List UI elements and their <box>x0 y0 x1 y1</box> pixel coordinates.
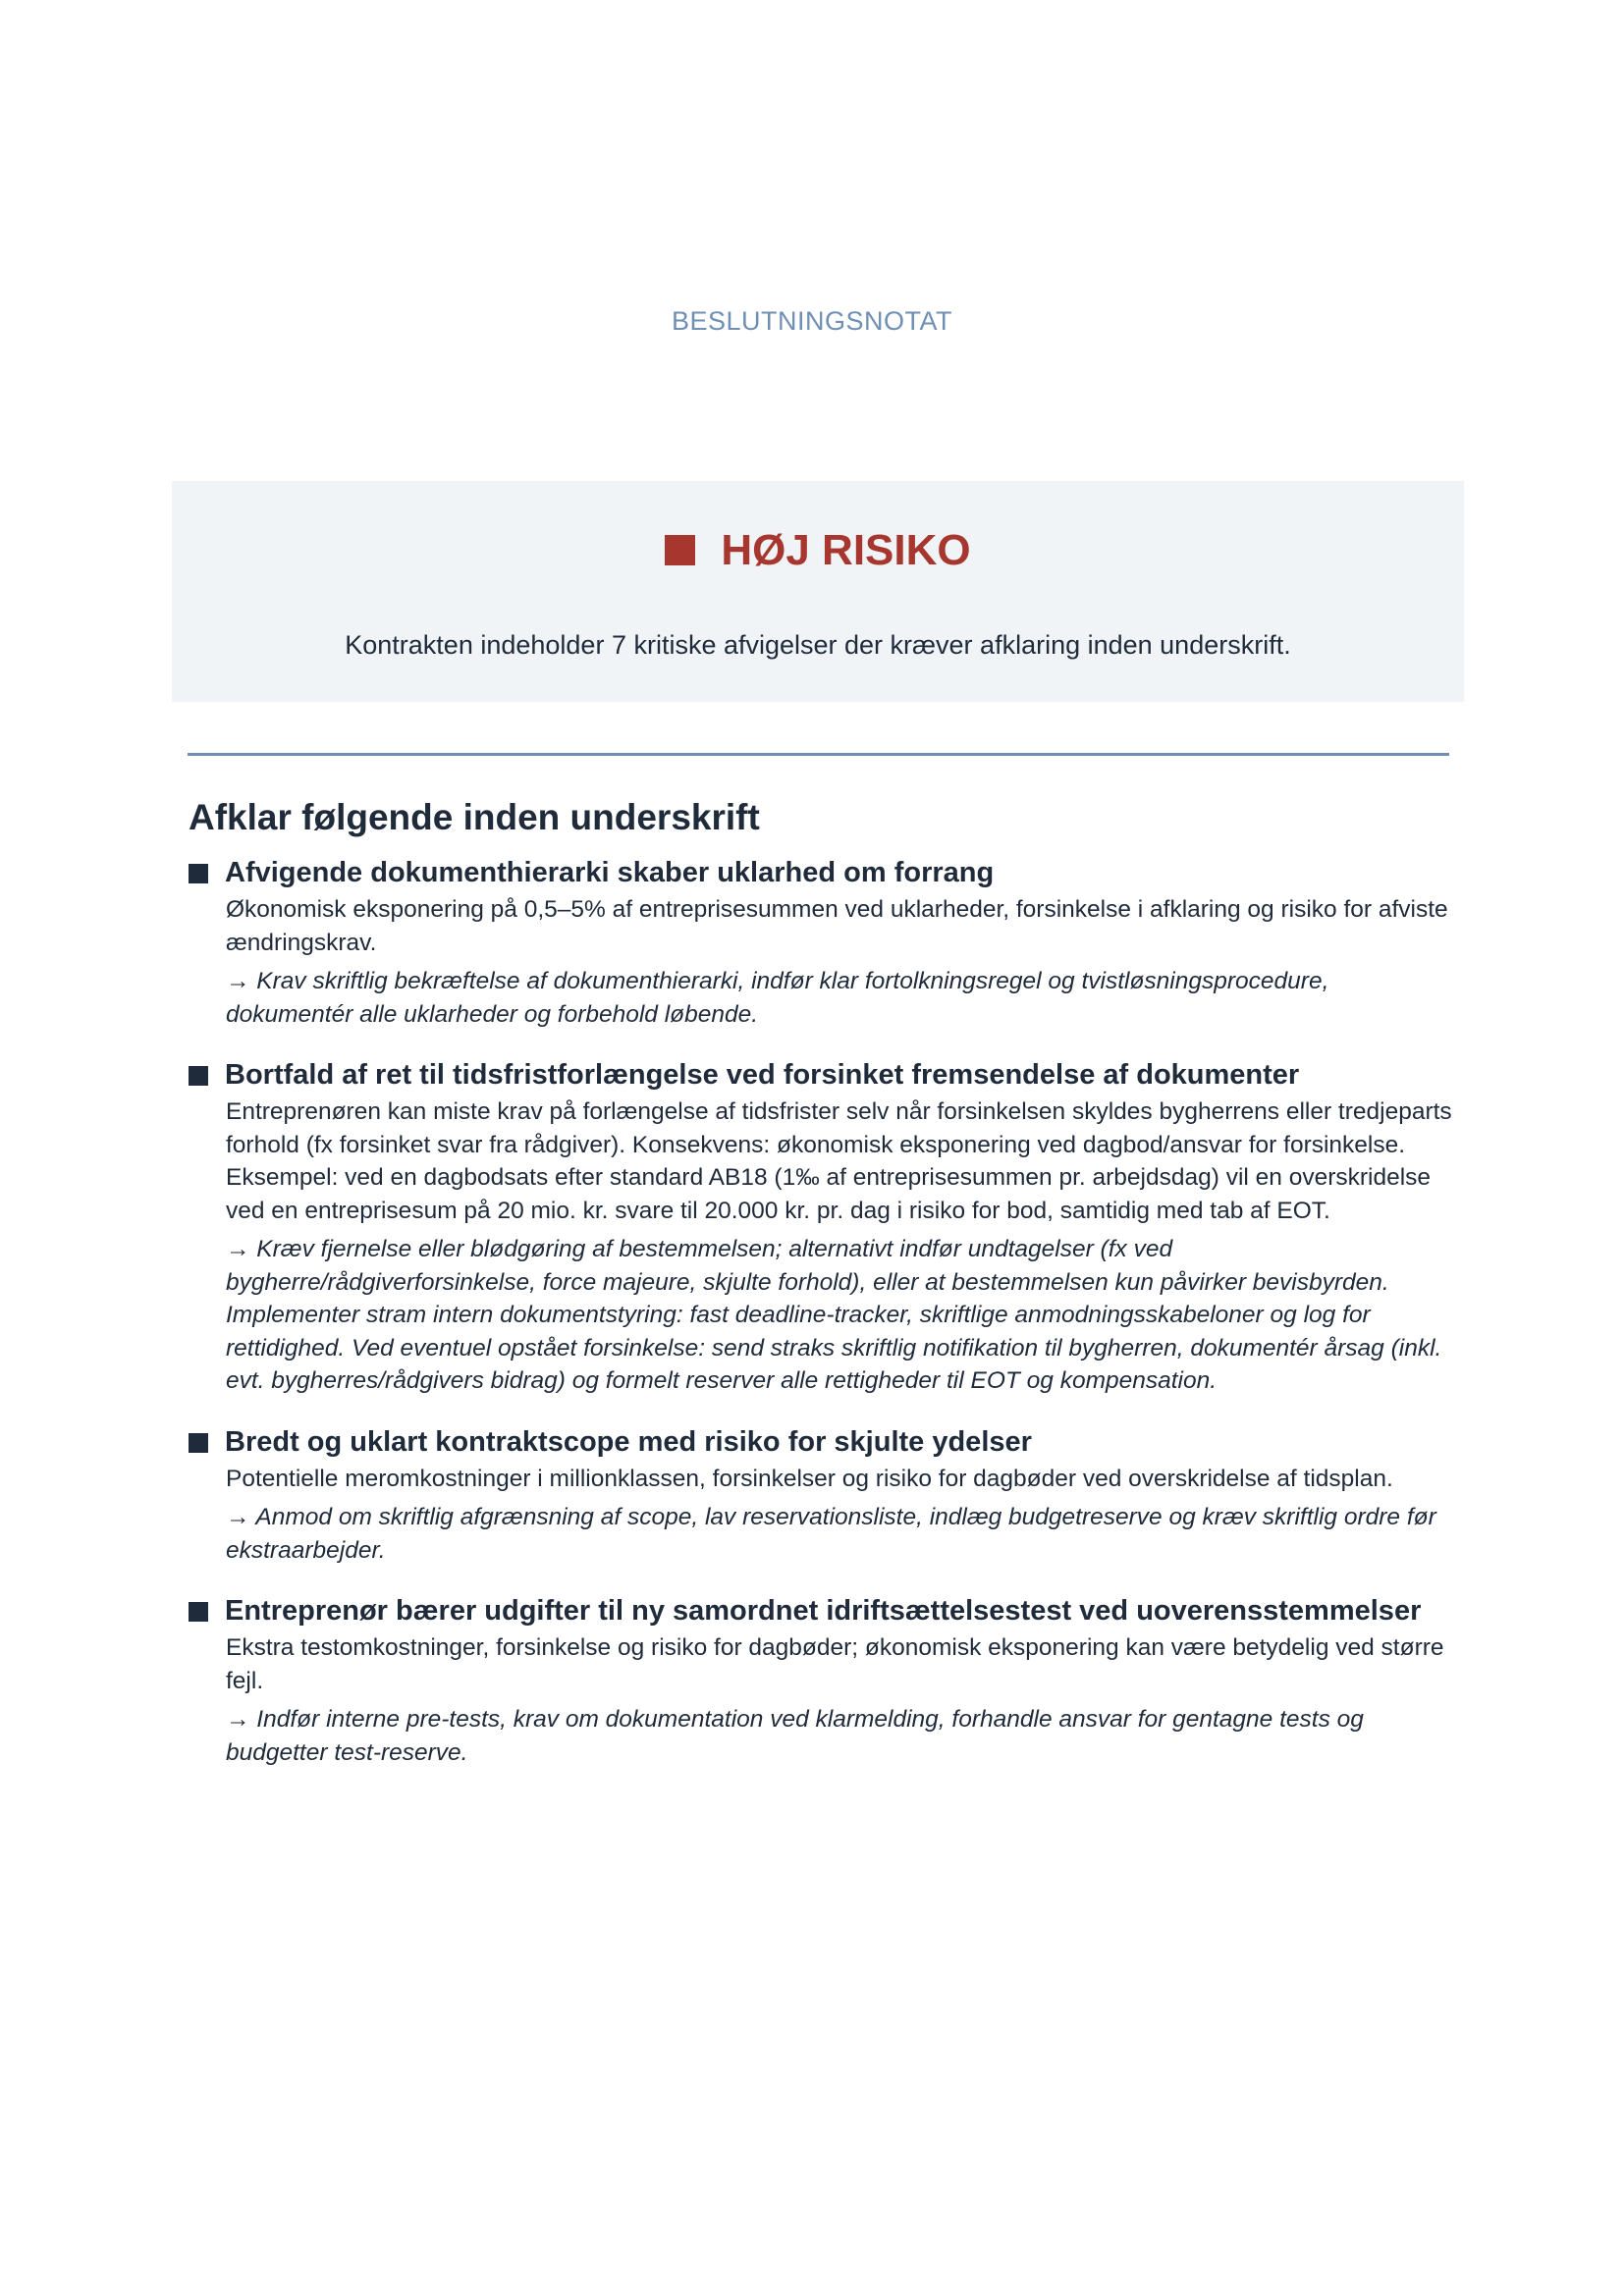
risk-summary-text: Kontrakten indeholder 7 kritiske afvigelser der kræver afklaring inden underskrift. <box>345 630 1291 660</box>
section-title: Afklar følgende inden underskrift <box>189 797 760 837</box>
square-bullet-icon <box>189 1066 208 1086</box>
item-description: Entreprenøren kan miste krav på forlængelse af tidsfrister selv når forsinkelsen skyldes bygherrens eller tredjeparts forhold (fx forsinket svar fra rådgiver). Konsekvens: økonomisk eksponering ved dagbod/ansvar for forsinkelse. Eksempel: ved en dagbodsats efter standard AB18 (1‰ af entreprisesummen pr. arbejdsdag) vil en overskridelse ved en entreprisesum på 20 mio. kr. svare til 20.000 kr. pr. dag i risiko for bod, samtidig med tab af EOT. <box>226 1098 1452 1224</box>
item-heading <box>189 854 1455 891</box>
item-recommendation: → Kræv fjernelse eller blødgøring af bestemmelsen; alternativt indfør undtagelser (fx ved bygherre/rådgiverforsinkelse, force majeure, skjulte forhold), eller at bestemmelsen kun påvirker bevisbyrden. Implementer stram intern dokumentstyring: fast deadline-tracker, skriftlige anmodningsskabeloner og log for rettidighed. Ved eventuel opstået forsinkelse: send straks skriftlig notifikation til bygherren, dokumentér årsag (inkl. evt. bygherres/rådgivers bidrag) og formelt reserver alle rettigheder til EOT og kompensation. <box>226 1236 1442 1394</box>
item-heading <box>189 1056 1455 1094</box>
item-recommendation: → Indfør interne pre-tests, krav om dokumentation ved klarmelding, forhandle ansvar for gentagne tests og budgetter test-reserve. <box>226 1706 1364 1766</box>
item-description: Ekstra testomkostninger, forsinkelse og risiko for dagbøder; økonomisk eksponering kan være betydelig ved større fejl. <box>226 1634 1444 1694</box>
risk-level-heading <box>172 524 1464 577</box>
square-bullet-icon <box>189 1433 208 1453</box>
item-heading-text: Entreprenør bærer udgifter til ny samordnet idriftsættelsestest ved uoverensstemmelser <box>225 1595 1422 1627</box>
risk-summary-panel <box>172 481 1464 702</box>
item-heading-text: Bredt og uklart kontraktscope med risiko for skjulte ydelser <box>225 1425 1032 1458</box>
list-item <box>189 854 1455 1031</box>
item-description: Potentielle meromkostninger i millionklassen, forsinkelser og risiko for dagbøder ved overskridelse af tidsplan. <box>226 1465 1393 1492</box>
square-bullet-icon <box>189 864 208 883</box>
item-heading-text: Afvigende dokumenthierarki skaber uklarhed om forrang <box>225 857 995 888</box>
list-item <box>189 1592 1455 1769</box>
item-heading-text: Bortfald af ret til tidsfristforlængelse ved forsinket fremsendelse af dokumenter <box>225 1059 1300 1091</box>
item-heading <box>189 1592 1455 1629</box>
item-heading <box>189 1423 1455 1461</box>
section-divider <box>188 753 1449 756</box>
item-recommendation: → Krav skriftlig bekræftelse af dokumenthierarki, indfør klar fortolkningsregel og tvistløsningsprocedure, dokumentér alle uklarheder og forbehold løbende. <box>226 968 1329 1028</box>
clarification-section <box>189 795 1455 1794</box>
square-icon <box>665 535 695 565</box>
item-description: Økonomisk eksponering på 0,5–5% af entreprisesummen ved uklarheder, forsinkelse i afklaring og risiko for afviste ændringskrav. <box>226 896 1448 956</box>
document-type-label: BESLUTNINGSNOTAT <box>671 306 953 336</box>
risk-level-text: HØJ RISIKO <box>721 526 971 574</box>
list-item <box>189 1056 1455 1398</box>
list-item <box>189 1423 1455 1568</box>
item-recommendation: → Anmod om skriftlig afgrænsning af scope, lav reservationsliste, indlæg budgetreserve og kræv skriftlig ordre før ekstraarbejder. <box>226 1504 1436 1564</box>
square-bullet-icon <box>189 1602 208 1622</box>
